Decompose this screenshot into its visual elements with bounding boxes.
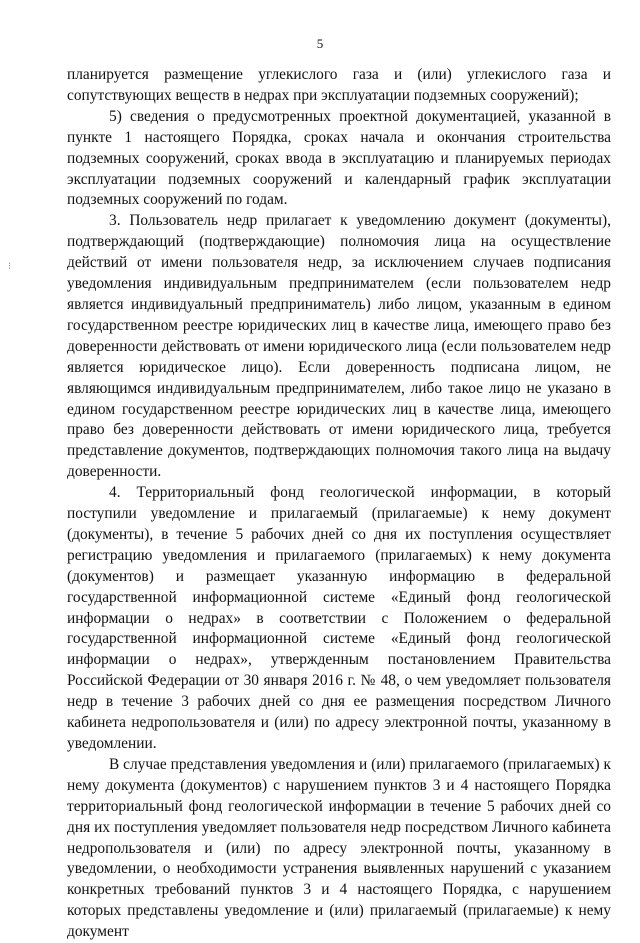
paragraph-item-5: 5) сведения о предусмотренных проектной документацией, указанной в пункте 1 настоящего Порядка, сроках начала и окончания строительства подземных сооружений, сроках ввода в эксплуатацию и планируемых периодах эксплуатации подземных сооружений и календарный график эксплуатации подземных сооружений по годам. bbox=[67, 107, 611, 209]
margin-mark: ⁝ bbox=[8, 261, 12, 272]
paragraph-violation-case: В случае представления уведомления и (или) прилагаемого (прилагаемых) к нему документа (документов) с нарушением пунктов 3 и 4 настоящего Порядка территориальный фонд геологической информации в течение 5 рабочих дней со дня их поступления уведомляет пользователя недр посредством Личного кабинета недропользователя и (или) по адресу электронной почты, указанному в уведомлении, о необходимости устранения выявленных нарушений с указанием конкретных требований пунктов 3 и 4 настоящего Порядка, с нарушением которых представлены уведомление и (или) прилагаемый (прилагаемые) к нему документ bbox=[67, 755, 611, 941]
page-number: 5 bbox=[316, 36, 324, 51]
paragraph-clause-3: 3. Пользователь недр прилагает к уведомлению документ (документы), подтверждающий (подтверждающие) полномочия лица на осуществление действий от имени пользователя недр, за исключением случаев подписания уведомления индивидуальным предпринимателем (если пользователем недр является индивидуальный предприниматель) либо лицом, указанным в едином государственном реестре юридических лиц в качестве лица, имеющего право без доверенности действовать от имени юридического лица (если пользователем недр является юридическое лицо). Если доверенность подписана лицом, не являющимся индивидуальным предпринимателем, либо такое лицо не указано в едином государственном реестре юридических лиц в качестве лица, имеющего право без доверенности действовать от имени юридического лица, требуется представление документов, подтверждающих полномочия такого лица на выдачу доверенности. bbox=[67, 212, 611, 481]
paragraph-continuation: планируется размещение углекислого газа и (или) углекислого газа и сопутствующих веществ в недрах при эксплуатации подземных сооружений); bbox=[67, 66, 611, 104]
paragraph-clause-4: 4. Территориальный фонд геологической информации, в который поступили уведомление и прилагаемый (прилагаемые) к нему документ (документы), в течение 5 рабочих дней со дня их поступления осуществляет регистрацию уведомления и прилагаемого (прилагаемых) к нему документа (документов) и размещает указанную информацию в федеральной государственной информационной системе «Единый фонд геологической информации о недрах» в соответствии с Положением о федеральной государственной информационной системе «Единый фонд геологической информации о недрах», утвержденным постановлением Правительства Российской Федерации от 30 января 2016 г. № 48, о чем уведомляет пользователя недр в течение 3 рабочих дней со дня ее размещения посредством Личного кабинета недропользователя и (или) по адресу электронной почты, указанному в уведомлении. bbox=[67, 484, 611, 752]
document-body bbox=[67, 65, 611, 943]
